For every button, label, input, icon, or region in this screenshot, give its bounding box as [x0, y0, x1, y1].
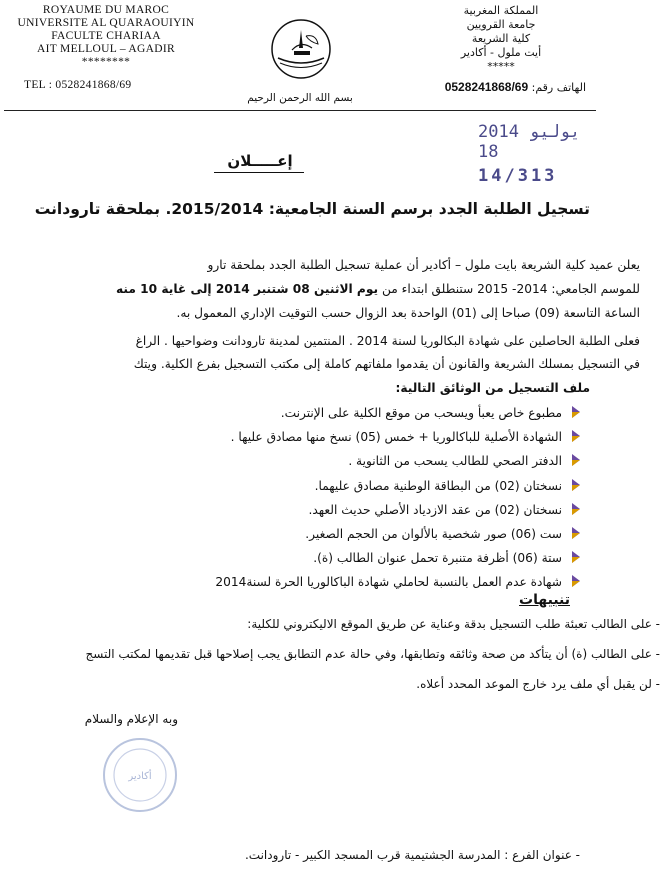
closing-salutation: وبه الإعلام والسلام [84, 712, 178, 726]
header-ar-tel [416, 80, 586, 95]
arrow-bullet-icon [570, 405, 582, 419]
paragraph1-line2-start: للموسم الجامعي: 2014- 2015 ستنطلق ابتداء من [378, 282, 640, 296]
document-item: الشهادة الأصلية للباكالوريا + خمس (05) نسخ منها مصادق عليها . [230, 430, 562, 445]
header-fr-kingdom: ROYAUME DU MAROC [42, 4, 170, 16]
faculty-seal [100, 735, 180, 815]
header-ar-university: جامعة القرويين [466, 18, 536, 31]
note-item: - على الطالب تعبئة طلب التسجيل بدقة وعناية عن طريق الموقع الاليكتروني للكلية: [247, 617, 660, 631]
header-fr-city: AIT MELLOUL – AGADIR [37, 43, 175, 55]
arrow-bullet-icon [570, 453, 582, 467]
arrow-bullet-icon [570, 478, 582, 492]
faculty-logo [270, 18, 332, 80]
paragraph2-line1: فعلى الطلبة الحاصلين على شهادة البكالوريا لسنة 2014 . المنتمين لمدينة تارودانت وضواحيها . الراغ [135, 334, 640, 348]
header-ar-tel-label: الهاتف رقم: [531, 81, 586, 94]
document-item: نسختان (02) من عقد الازدياد الأصلي حديث العهد. [308, 502, 562, 517]
list-item [22, 451, 582, 475]
arrow-bullet-icon [570, 502, 582, 516]
paragraph1-line3: الساعة التاسعة (09) صباحا إلى (01) الواحدة بعد الزوال حسب التوقيت الإداري المعمول به. [176, 306, 640, 320]
header-ar-stars: ***** [487, 60, 515, 73]
page-title: تسجيل الطلبة الجدد برسم السنة الجامعية: 2015/2014. بملحقة تارودانت [34, 200, 590, 218]
arrow-bullet-icon [570, 574, 582, 588]
header-ar-tel-number: 0528241868/69 [444, 80, 529, 94]
stamp-number: 14/313 [478, 166, 558, 186]
arrow-bullet-icon [570, 550, 582, 564]
paragraph1-line2 [0, 282, 640, 296]
registration-stamp [478, 122, 598, 186]
header-fr-faculty: FACULTE CHARIAA [51, 30, 161, 42]
document-item: مطبوع خاص يعبأ ويسحب من موقع الكلية على الإنترنت. [280, 406, 562, 420]
branch-address: - عنوان الفرع : المدرسة الجشتيمية قرب المسجد الكبير - تارودانت. [244, 848, 580, 862]
list-item [22, 524, 582, 548]
list-item [22, 403, 582, 427]
header-fr-stars: ******** [81, 56, 131, 68]
header-french [6, 4, 206, 92]
document-item: ست (06) صور شخصية بالألوان من الحجم الصغير. [305, 526, 562, 541]
documents-heading: ملف التسجيل من الوثائق التالية: [395, 381, 590, 395]
seal-text: أكادير [128, 771, 152, 782]
document-item: نسختان (02) من البطاقة الوطنية مصادق عليهما. [314, 478, 562, 493]
list-item [22, 476, 582, 500]
notes-list [0, 612, 660, 702]
documents-list [22, 403, 582, 597]
header-arabic [416, 4, 586, 95]
basmala: بسم الله الرحمن الرحيم [247, 92, 353, 104]
note-item: - لن يقبل أي ملف يرد خارج الموعد المحدد أعلاه. [416, 677, 660, 691]
list-item [22, 548, 582, 572]
arrow-bullet-icon [570, 526, 582, 540]
header-ar-kingdom: المملكة المغربية [463, 4, 539, 17]
list-item [22, 500, 582, 524]
announcement-underline [214, 172, 304, 173]
paragraph1-date-range: يوم الاثنين 08 شتنبر 2014 إلى غاية 10 منه [116, 282, 379, 296]
arrow-bullet-icon [570, 429, 582, 443]
notes-heading: تنبيهات [519, 592, 570, 608]
header-ar-city: أيت ملول - أكادير [460, 46, 542, 59]
paragraph1-line1: يعلن عميد كلية الشريعة بايت ملول – أكادير أن عملية تسجيل الطلبة الجدد بملحقة تارو [207, 258, 640, 272]
document-item: شهادة عدم العمل بالنسبة لحاملي شهادة الباكالوريا الحرة لسنة2014 [215, 575, 562, 590]
header-ar-faculty: كلية الشريعة [471, 32, 531, 45]
header-fr-tel: TEL : 0528241868/69 [24, 79, 132, 91]
stamp-date: 2014 يوليو 18 [478, 122, 581, 162]
header-divider [4, 110, 596, 111]
document-item: الدفتر الصحي للطالب يسحب من الثانوية . [348, 454, 562, 469]
announcement-label: إعـــــلان [227, 152, 293, 170]
header-fr-university: UNIVERSITE AL QUARAOUIYIN [17, 17, 195, 29]
document-item: ستة (06) أظرفة متنبرة تحمل عنوان الطالب (ة). [313, 551, 562, 566]
list-item [22, 427, 582, 451]
paragraph2-line2: في التسجيل بمسلك الشريعة والقانون أن يقدموا ملفاتهم كاملة إلى مكتب التسجيل بفرع الكلية. ويتك [133, 357, 640, 371]
note-item: - على الطالب (ة) أن يتأكد من صحة وثائقه وتطابقها، وفي حالة عدم التطابق يجب إصلاحها قبل تقديمها لمكتب التسج [85, 647, 660, 661]
